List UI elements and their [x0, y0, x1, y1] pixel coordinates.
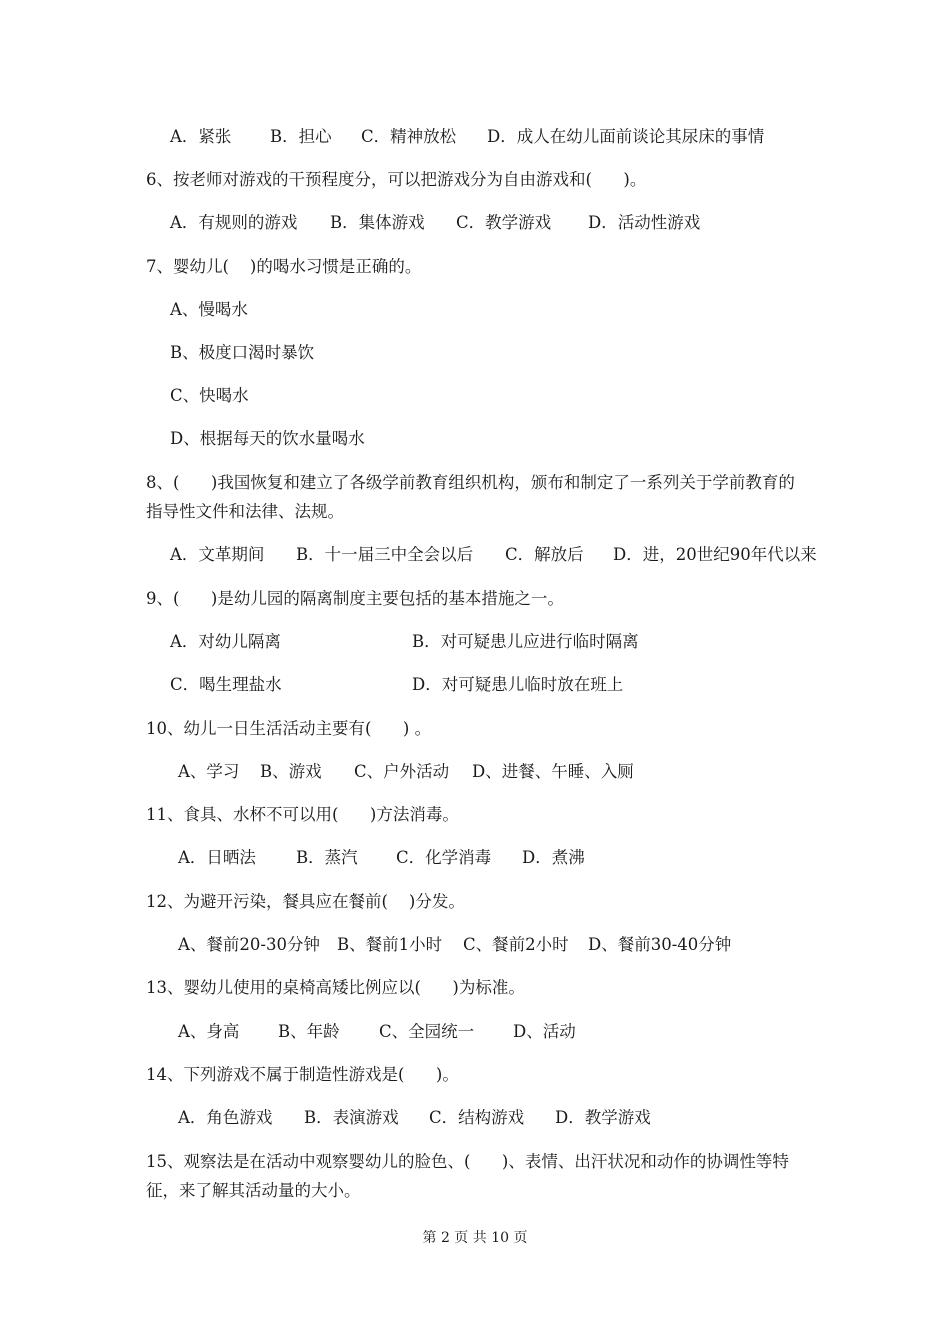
q6-stem: 6、按老师对游戏的干预程度分，可以把游戏分为自由游戏和( )。 [146, 170, 647, 189]
q6-option-d: D．活动性游戏 [588, 213, 701, 232]
q11-option-c: C．化学消毒 [396, 848, 492, 867]
q11-stem: 11、食具、水杯不可以用( )方法消毒。 [146, 805, 459, 824]
q9-option-b: B．对可疑患儿应进行临时隔离 [412, 632, 639, 651]
q14-option-a: A．角色游戏 [178, 1108, 273, 1127]
q9-option-a: A．对幼儿隔离 [170, 632, 281, 651]
q10-stem: 10、幼儿一日生活活动主要有( ) 。 [146, 719, 432, 738]
q6-option-a: A．有规则的游戏 [170, 213, 298, 232]
q5-option-c: C．精神放松 [361, 127, 457, 146]
q11-option-a: A．日晒法 [178, 848, 256, 867]
q14-option-b: B．表演游戏 [304, 1108, 399, 1127]
q9-option-c: C．喝生理盐水 [170, 675, 282, 694]
q14-stem: 14、下列游戏不属于制造性游戏是( )。 [146, 1065, 459, 1084]
q15-stem-line1: 15、观察法是在活动中观察婴幼儿的脸色、( )、表情、出汗状况和动作的协调性等特 [146, 1152, 789, 1171]
q7-option-a: A、慢喝水 [170, 300, 248, 319]
q12-stem: 12、为避开污染，餐具应在餐前( )分发。 [146, 892, 465, 911]
q13-option-b: B、年龄 [278, 1022, 340, 1041]
q10-option-a: A、学习 [178, 762, 240, 781]
q8-stem-line1: 8、( )我国恢复和建立了各级学前教育组织机构，颁布和制定了一系列关于学前教育的 [146, 473, 795, 492]
q12-option-c: C、餐前2小时 [463, 935, 569, 954]
q10-option-d: D、进餐、午睡、入厕 [472, 762, 634, 781]
q5-option-a: A．紧张 [170, 127, 232, 146]
q8-option-c: C．解放后 [505, 545, 584, 564]
q7-option-b: B、极度口渴时暴饮 [170, 343, 315, 362]
q12-option-a: A、餐前20-30分钟 [178, 935, 320, 954]
q6-option-c: C．教学游戏 [456, 213, 552, 232]
q12-option-b: B、餐前1小时 [337, 935, 443, 954]
q7-stem: 7、婴幼儿( )的喝水习惯是正确的。 [146, 257, 422, 276]
q10-option-b: B、游戏 [260, 762, 322, 781]
q8-option-a: A．文革期间 [170, 545, 265, 564]
q5-option-d: D．成人在幼儿面前谈论其尿床的事情 [487, 127, 765, 146]
q14-option-d: D．教学游戏 [555, 1108, 651, 1127]
q11-option-d: D．煮沸 [522, 848, 585, 867]
q10-option-c: C、户外活动 [354, 762, 450, 781]
q11-option-b: B．蒸汽 [296, 848, 358, 867]
q8-stem-line2: 指导性文件和法律、法规。 [146, 502, 344, 521]
q5-option-b: B．担心 [270, 127, 332, 146]
q8-option-b: B．十一届三中全会以后 [296, 545, 474, 564]
q6-option-b: B．集体游戏 [330, 213, 425, 232]
q7-option-c: C、快喝水 [170, 386, 249, 405]
q7-option-d: D、根据每天的饮水量喝水 [170, 429, 365, 448]
q9-stem: 9、( )是幼儿园的隔离制度主要包括的基本措施之一。 [146, 589, 564, 608]
q13-stem: 13、婴幼儿使用的桌椅高矮比例应以( )为标准。 [146, 978, 525, 997]
q9-option-d: D．对可疑患儿临时放在班上 [412, 675, 624, 694]
q14-option-c: C．结构游戏 [429, 1108, 525, 1127]
page-footer: 第 2 页 共 10 页 [422, 1230, 528, 1246]
q15-stem-line2: 征，来了解其活动量的大小。 [146, 1181, 361, 1200]
q8-option-d: D．进，20世纪90年代以来 [613, 545, 817, 564]
q13-option-d: D、活动 [513, 1022, 576, 1041]
q13-option-c: C、全园统一 [379, 1022, 475, 1041]
q12-option-d: D、餐前30-40分钟 [588, 935, 732, 954]
q13-option-a: A、身高 [178, 1022, 240, 1041]
